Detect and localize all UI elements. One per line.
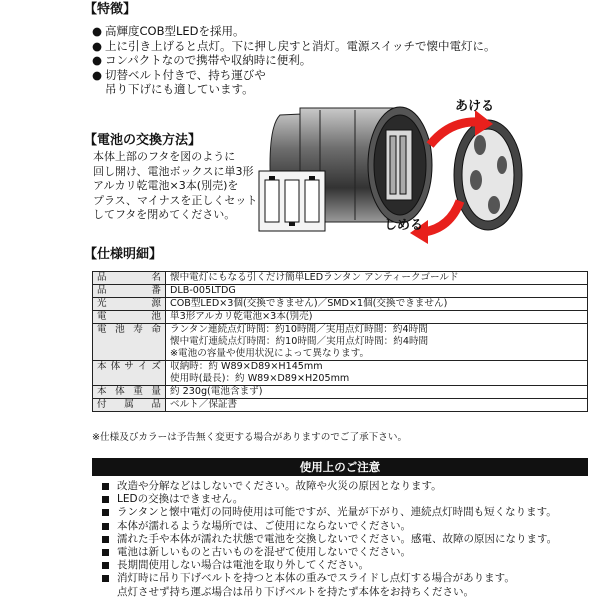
spec-label-char: 名 <box>151 272 161 283</box>
caution-text: LEDの交換はできません。 <box>117 493 244 506</box>
spec-label-char: サ <box>124 361 134 372</box>
spec-label-char: 属 <box>124 399 134 410</box>
spec-label-char: 体 <box>115 386 125 397</box>
spec-value <box>166 272 588 285</box>
spec-label <box>93 386 166 399</box>
square-bullet-icon <box>102 562 109 569</box>
spec-label-char: 品 <box>97 285 107 296</box>
spec-value-line: 懐中電灯にもなる引くだけ簡単LEDランタン アンティークゴールド <box>170 272 459 283</box>
spec-heading: 【仕様明細】 <box>84 247 163 262</box>
caution-text: 電池は新しいものと古いものを混ぜて使用しないでください。 <box>117 546 411 559</box>
spec-label-char: 体 <box>110 361 121 372</box>
square-bullet-icon <box>102 523 109 530</box>
caution-item <box>102 480 557 493</box>
spec-value <box>166 311 588 324</box>
spec-table <box>92 271 588 412</box>
spec-value <box>166 298 588 311</box>
caution-text: 点灯させず持ち運ぶ場合は吊り下げベルトを持たず本体をお持ちください。 <box>117 585 474 598</box>
spec-label-char: 品 <box>97 272 107 283</box>
spec-row <box>93 324 588 361</box>
spec-label-char: 番 <box>151 285 161 296</box>
spec-label <box>93 285 166 298</box>
square-bullet-icon <box>102 549 109 556</box>
spec-label-chars <box>97 285 161 297</box>
feature-text: 吊り下げにも適しています。 <box>105 82 254 96</box>
spec-label-char: イ <box>137 361 148 372</box>
spec-row <box>93 272 588 285</box>
spec-label <box>93 399 166 412</box>
spec-value <box>166 324 588 361</box>
bullet-icon: ● <box>92 67 103 82</box>
feature-text: コンパクトなので携帯や収納時に便利。 <box>105 53 312 67</box>
spec-label <box>93 298 166 311</box>
feature-item <box>92 53 496 68</box>
feature-item <box>92 39 496 54</box>
spec-label-chars <box>97 399 161 411</box>
battery-line: プラス、マイナスを正しくセット <box>93 193 258 207</box>
spec-label <box>93 324 166 361</box>
caution-text: 長期間使用しない場合は電池を取り外してください。 <box>117 559 369 572</box>
bullet-icon: ● <box>92 53 103 67</box>
spec-label-chars <box>97 272 161 284</box>
battery-line: してフタを閉めてください。 <box>93 208 236 221</box>
battery-instructions <box>93 150 257 223</box>
spec-value <box>166 386 588 399</box>
spec-label-char: 光 <box>97 298 107 309</box>
spec-label-char: 本 <box>97 361 107 372</box>
spec-value-line: ※電池の容量や使用状況によって異なります。 <box>170 348 370 359</box>
bullet-spacer <box>92 82 105 97</box>
caution-item <box>102 493 557 506</box>
caution-item <box>102 572 557 585</box>
bullet-icon: ● <box>92 38 103 53</box>
close-label: しめる <box>384 218 424 233</box>
caution-item <box>102 546 557 559</box>
spec-label-char: 池 <box>115 324 125 335</box>
spec-label-char: 本 <box>97 386 107 397</box>
spec-row <box>93 311 588 324</box>
spec-row <box>93 361 588 386</box>
caution-text: 濡れた手や本体が濡れた状態で電池を交換しないでください。感電、故障の原因になります。 <box>117 532 558 545</box>
spec-label-chars <box>97 298 161 310</box>
spec-label-chars <box>97 361 161 373</box>
spec-label-chars <box>97 311 161 323</box>
caution-item <box>102 520 557 533</box>
bullet-icon: ● <box>92 24 103 38</box>
spec-value-line: 単3形アルカリ乾電池×3本(別売) <box>170 311 313 322</box>
feature-text: 高輝度COB型LEDを採用。 <box>105 24 245 38</box>
spec-value-line: 約 230g(電池含まず) <box>170 386 263 397</box>
square-bullet-icon <box>102 536 109 543</box>
cautions-list <box>102 480 557 599</box>
feature-text: 上に引き上げると点灯。下に押し戻すと消灯。電源スイッチで懐中電灯に。 <box>105 38 496 53</box>
spec-value-line: DLB-005LTDG <box>170 285 236 296</box>
spec-row <box>93 399 588 412</box>
caution-item <box>102 559 557 572</box>
spec-note: ※仕様及びカラーは予告無く変更する場合がありますのでご了承下さい。 <box>92 432 408 443</box>
bullet-spacer <box>102 586 117 599</box>
spec-row <box>93 285 588 298</box>
caution-item <box>102 533 557 546</box>
spec-label-char: 品 <box>151 399 161 410</box>
open-arrow-icon <box>425 110 495 160</box>
square-bullet-icon <box>102 509 109 516</box>
spec-row <box>93 386 588 399</box>
spec-label <box>93 272 166 285</box>
features-heading: 【特徴】 <box>84 2 137 17</box>
spec-label-char: 重 <box>133 386 143 397</box>
spec-row <box>93 298 588 311</box>
square-bullet-icon <box>102 496 109 503</box>
open-label: あける <box>455 99 495 114</box>
spec-value <box>166 361 588 386</box>
spec-label-char: 電 <box>97 324 107 335</box>
spec-label-char: ズ <box>151 361 161 372</box>
spec-label-char: 池 <box>151 311 161 322</box>
battery-line: アルカリ乾電池×3本(別売)を <box>93 179 239 192</box>
spec-value <box>166 285 588 298</box>
spec-label <box>93 311 166 324</box>
caution-text: ランタンと懐中電灯の同時使用は可能ですが、光量が下がり、連続点灯時間も短くなります。 <box>117 506 557 519</box>
battery-heading: 【電池の交換方法】 <box>84 133 202 148</box>
square-bullet-icon <box>102 483 109 490</box>
spec-value-line: 使用時(最長)：約 W89×D89×H205mm <box>170 373 350 384</box>
caution-item <box>102 506 557 519</box>
battery-box-diagram <box>258 170 326 232</box>
spec-label-chars <box>97 324 161 336</box>
spec-label-char: 量 <box>151 386 161 397</box>
square-bullet-icon <box>102 575 109 582</box>
spec-label-char: 付 <box>97 399 107 410</box>
feature-item <box>92 24 496 39</box>
spec-value-line: COB型LED×3個(交換できません)／SMD×1個(交換できません) <box>170 298 448 309</box>
caution-text: 本体が濡れるような場所では、ご使用にならないでください。 <box>117 519 411 532</box>
spec-label-char: 源 <box>151 298 161 309</box>
caution-item <box>102 586 557 599</box>
battery-line: 本体上部のフタを図のように <box>93 150 236 163</box>
spec-label-char: 寿 <box>133 324 143 335</box>
spec-label-char: 命 <box>151 324 161 335</box>
cautions-title: 使用上のご注意 <box>92 458 588 476</box>
feature-text: 切替ベルト付きで、持ち運びや <box>105 67 266 82</box>
spec-label <box>93 361 166 386</box>
spec-value-line: ベルト／保証書 <box>170 399 238 410</box>
spec-value <box>166 399 588 412</box>
spec-label-char: 電 <box>97 311 107 322</box>
caution-text: 改造や分解などはしないでください。故障や火災の原因となります。 <box>117 480 442 492</box>
caution-text: 消灯時に吊り下げベルトを持つと本体の重みでスライドし点灯する場合があります。 <box>117 572 515 585</box>
spec-value-line: 収納時：約 W89×D89×H145mm <box>170 361 323 372</box>
battery-line: 回し開け、電池ボックスに単3形 <box>93 164 254 178</box>
spec-value-line: 懐中電灯連続点灯時間：約10時間／実用点灯時間：約4時間 <box>170 336 429 347</box>
spec-label-chars <box>97 386 161 398</box>
spec-value-line: ランタン連続点灯時間：約10時間／実用点灯時間：約4時間 <box>170 324 428 335</box>
